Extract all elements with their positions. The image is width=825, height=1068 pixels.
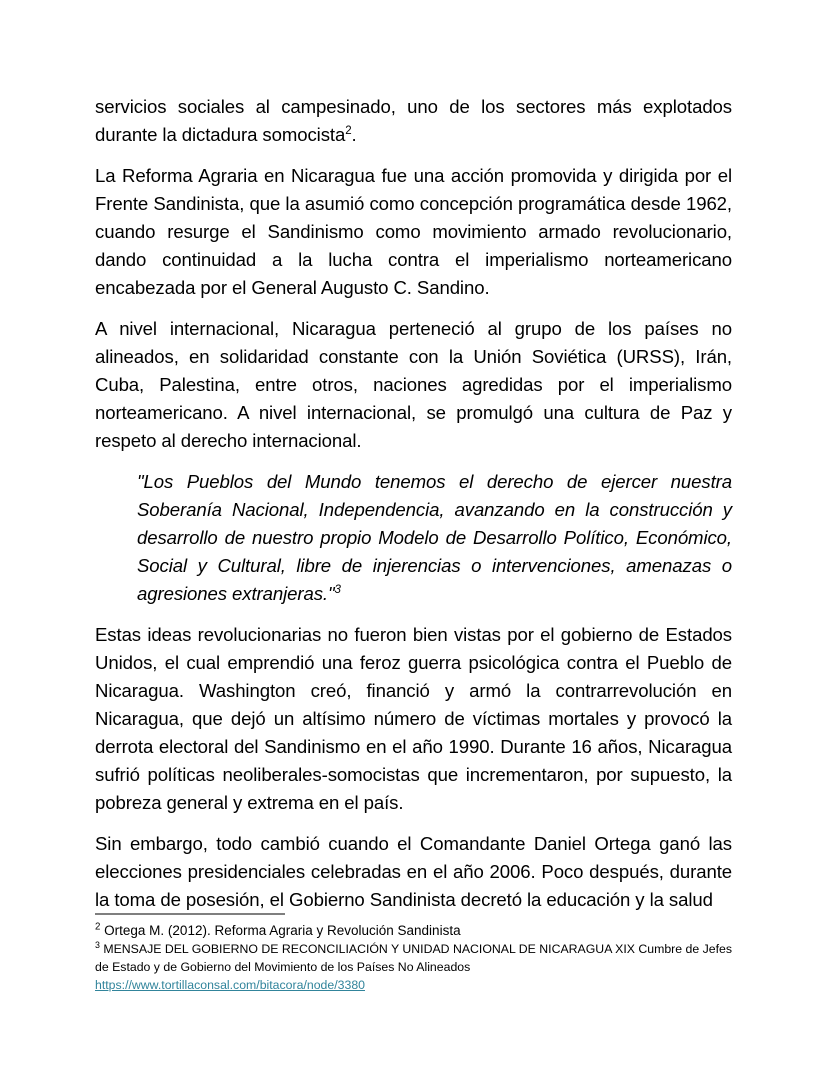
footnote-3-text: MENSAJE DEL GOBIERNO DE RECONCILIACIÓN Y UNIDAD NACIONAL DE NICARAGUA XIX Cumbre de Jefes de Estado y de Gobierno del Movimiento de los Países No Alineados bbox=[95, 942, 733, 974]
footnote-2 bbox=[95, 921, 732, 940]
footnote-ref-3: 3 bbox=[334, 583, 341, 596]
paragraph-5-text: Sin embargo, todo cambió cuando el Comandante Daniel Ortega ganó las elecciones presidenciales celebradas en el año 2006. Poco después, durante la toma de posesión, el Gobierno Sandinista decretó la educación y la salud bbox=[95, 833, 732, 910]
paragraph-1-text: servicios sociales al campesinado, uno de los sectores más explotados durante la dictadura somocista bbox=[95, 96, 732, 145]
block-quote-text: "Los Pueblos del Mundo tenemos el derecho de ejercer nuestra Soberanía Nacional, Independencia, avanzando en la construcción y desarrollo de nuestro propio Modelo de Desarrollo Político, Económico, Social y Cultural, libre de injerencias o intervenciones, amenazas o agresiones extranjeras." bbox=[137, 471, 732, 604]
paragraph-5 bbox=[95, 830, 732, 914]
footnote-3-link[interactable]: https://www.tortillaconsal.com/bitacora/node/3380 bbox=[95, 978, 365, 992]
footnote-3-number: 3 bbox=[95, 939, 100, 950]
paragraph-4 bbox=[95, 621, 732, 817]
footnote-ref-2: 2 bbox=[345, 124, 352, 137]
footnote-2-number: 2 bbox=[95, 921, 101, 933]
paragraph-3 bbox=[95, 315, 732, 455]
paragraph-3-text: A nivel internacional, Nicaragua perteneció al grupo de los países no alineados, en solidaridad constante con la Unión Soviética (URSS), Irán, Cuba, Palestina, entre otros, naciones agredidas por el imperialismo norteamericano. A nivel internacional, se promulgó una cultura de Paz y respeto al derecho internacional. bbox=[95, 318, 732, 451]
paragraph-4-text: Estas ideas revolucionarias no fueron bien vistas por el gobierno de Estados Unidos, el cual emprendió una feroz guerra psicológica contra el Pueblo de Nicaragua. Washington creó, financió y armó la contrarrevolución en Nicaragua, que dejó un altísimo número de víctimas mortales y provocó la derrota electoral del Sandinismo en el año 1990. Durante 16 años, Nicaragua sufrió políticas neoliberales-somocistas que incrementaron, por supuesto, la pobreza general y extrema en el país. bbox=[95, 624, 732, 813]
paragraph-2 bbox=[95, 162, 732, 302]
document-body bbox=[95, 93, 732, 927]
paragraph-2-text: La Reforma Agraria en Nicaragua fue una acción promovida y dirigida por el Frente Sandinista, que la asumió como concepción programática desde 1962, cuando resurge el Sandinismo como movimiento armado revolucionario, dando continuidad a la lucha contra el imperialismo norteamericano encabezada por el General Augusto C. Sandino. bbox=[95, 165, 732, 298]
footnote-divider bbox=[95, 913, 285, 915]
paragraph-1-tail: . bbox=[351, 124, 357, 145]
footnote-3 bbox=[95, 940, 732, 994]
footnote-2-text: Ortega M. (2012). Reforma Agraria y Revolución Sandinista bbox=[100, 923, 461, 938]
paragraph-1 bbox=[95, 93, 732, 149]
footnotes-section bbox=[95, 913, 732, 994]
block-quote bbox=[137, 468, 732, 608]
